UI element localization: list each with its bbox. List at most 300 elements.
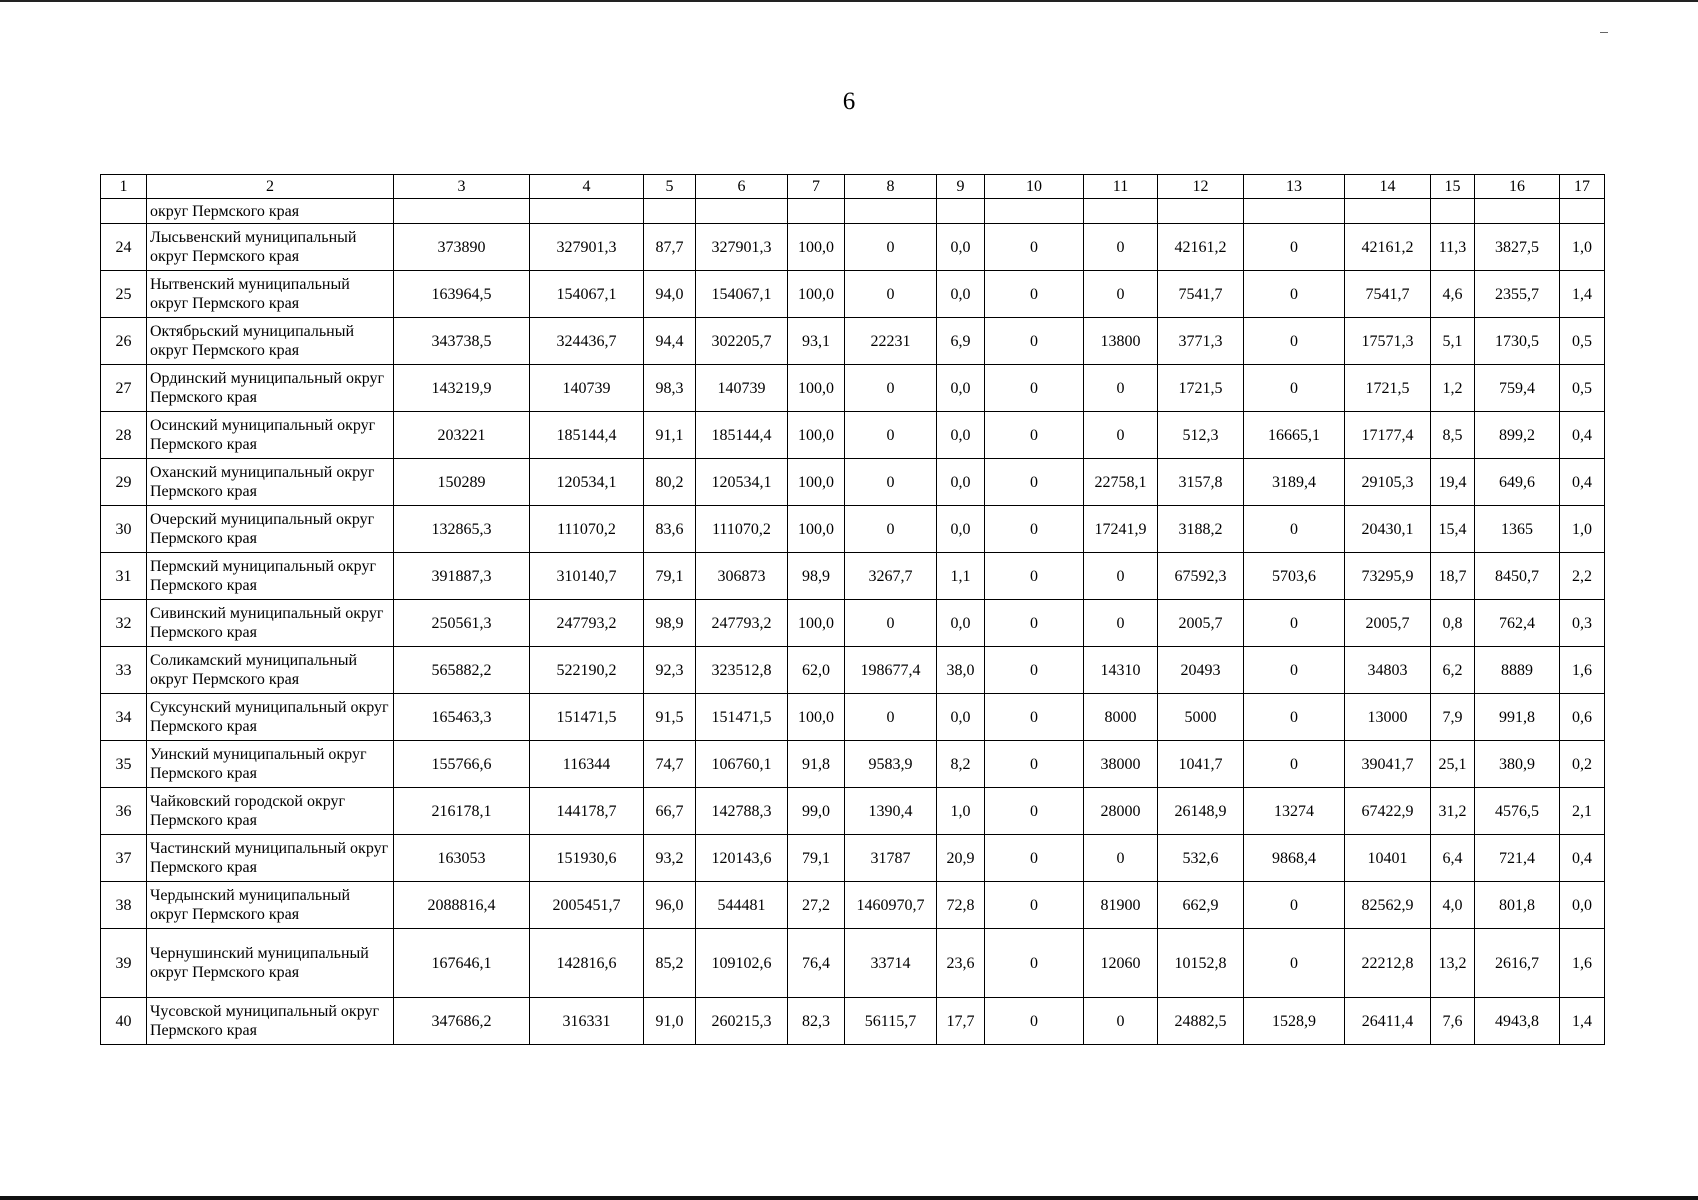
value-cell: 0,5	[1560, 318, 1605, 365]
value-cell: 38000	[1084, 741, 1158, 788]
value-cell: 4576,5	[1475, 788, 1560, 835]
value-cell: 13274	[1244, 788, 1345, 835]
value-cell: 2005,7	[1345, 600, 1431, 647]
value-cell: 310140,7	[530, 553, 644, 600]
value-cell: 42161,2	[1158, 224, 1244, 271]
value-cell: 0,0	[937, 459, 985, 506]
value-cell: 109102,6	[696, 929, 788, 998]
value-cell: 0	[985, 788, 1084, 835]
value-cell: 759,4	[1475, 365, 1560, 412]
table-row	[101, 835, 1605, 882]
value-cell: 0	[1084, 412, 1158, 459]
value-cell: 327901,3	[530, 224, 644, 271]
value-cell: 306873	[696, 553, 788, 600]
value-cell: 2005,7	[1158, 600, 1244, 647]
value-cell: 154067,1	[696, 271, 788, 318]
row-number-cell: 30	[101, 506, 147, 553]
value-cell: 151471,5	[530, 694, 644, 741]
value-cell: 801,8	[1475, 882, 1560, 929]
value-cell: 6,2	[1431, 647, 1475, 694]
table-row	[101, 647, 1605, 694]
value-cell: 0	[1244, 694, 1345, 741]
value-cell: 17177,4	[1345, 412, 1431, 459]
value-cell: 0	[1084, 271, 1158, 318]
value-cell: 98,3	[644, 365, 696, 412]
value-cell: 99,0	[788, 788, 845, 835]
value-cell: 9868,4	[1244, 835, 1345, 882]
value-cell: 111070,2	[530, 506, 644, 553]
value-cell: 1,4	[1560, 271, 1605, 318]
value-cell: 1721,5	[1158, 365, 1244, 412]
value-cell: 91,0	[644, 998, 696, 1045]
table-cell	[644, 199, 696, 224]
value-cell: 17,7	[937, 998, 985, 1045]
value-cell: 3771,3	[1158, 318, 1244, 365]
value-cell: 324436,7	[530, 318, 644, 365]
value-cell: 1,2	[1431, 365, 1475, 412]
table-cell	[530, 199, 644, 224]
municipality-name-cell: Соликамский муниципальный округ Пермского края	[147, 647, 394, 694]
value-cell: 24882,5	[1158, 998, 1244, 1045]
value-cell: 5,1	[1431, 318, 1475, 365]
value-cell: 0	[1084, 553, 1158, 600]
column-header: 17	[1560, 175, 1605, 199]
value-cell: 7,9	[1431, 694, 1475, 741]
row-number-cell: 33	[101, 647, 147, 694]
value-cell: 0	[845, 600, 937, 647]
value-cell: 6,9	[937, 318, 985, 365]
municipality-name-cell: Осинский муниципальный округ Пермского края	[147, 412, 394, 459]
value-cell: 0	[985, 694, 1084, 741]
value-cell: 4,0	[1431, 882, 1475, 929]
value-cell: 0	[845, 459, 937, 506]
value-cell: 649,6	[1475, 459, 1560, 506]
value-cell: 185144,4	[696, 412, 788, 459]
value-cell: 67422,9	[1345, 788, 1431, 835]
value-cell: 0	[845, 412, 937, 459]
value-cell: 8,5	[1431, 412, 1475, 459]
value-cell: 100,0	[788, 224, 845, 271]
value-cell: 9583,9	[845, 741, 937, 788]
value-cell: 3267,7	[845, 553, 937, 600]
value-cell: 100,0	[788, 412, 845, 459]
column-header: 5	[644, 175, 696, 199]
value-cell: 100,0	[788, 365, 845, 412]
value-cell: 100,0	[788, 459, 845, 506]
value-cell: 260215,3	[696, 998, 788, 1045]
value-cell: 2355,7	[1475, 271, 1560, 318]
value-cell: 96,0	[644, 882, 696, 929]
value-cell: 0	[1244, 271, 1345, 318]
value-cell: 1365	[1475, 506, 1560, 553]
value-cell: 144178,7	[530, 788, 644, 835]
value-cell: 0,0	[1560, 882, 1605, 929]
value-cell: 85,2	[644, 929, 696, 998]
value-cell: 0	[985, 553, 1084, 600]
value-cell: 38,0	[937, 647, 985, 694]
value-cell: 1528,9	[1244, 998, 1345, 1045]
table-row	[101, 224, 1605, 271]
municipality-name-cell: Сивинский муниципальный округ Пермского края	[147, 600, 394, 647]
table-row	[101, 271, 1605, 318]
value-cell: 316331	[530, 998, 644, 1045]
value-cell: 5703,6	[1244, 553, 1345, 600]
value-cell: 33714	[845, 929, 937, 998]
value-cell: 0	[1244, 224, 1345, 271]
scan-mark	[1600, 32, 1608, 33]
value-cell: 0,0	[937, 271, 985, 318]
value-cell: 116344	[530, 741, 644, 788]
value-cell: 34803	[1345, 647, 1431, 694]
column-header: 7	[788, 175, 845, 199]
value-cell: 167646,1	[394, 929, 530, 998]
row-number-cell: 31	[101, 553, 147, 600]
value-cell: 80,2	[644, 459, 696, 506]
column-header: 16	[1475, 175, 1560, 199]
value-cell: 140739	[530, 365, 644, 412]
table-row	[101, 506, 1605, 553]
value-cell: 56115,7	[845, 998, 937, 1045]
value-cell: 203221	[394, 412, 530, 459]
value-cell: 991,8	[1475, 694, 1560, 741]
table-cell	[696, 199, 788, 224]
table-row	[101, 365, 1605, 412]
value-cell: 1730,5	[1475, 318, 1560, 365]
row-number-cell: 28	[101, 412, 147, 459]
table-cell	[1345, 199, 1431, 224]
value-cell: 0,0	[937, 224, 985, 271]
municipality-name-cell: Лысьвенский муниципальный округ Пермского края	[147, 224, 394, 271]
column-header: 2	[147, 175, 394, 199]
value-cell: 1390,4	[845, 788, 937, 835]
column-header: 4	[530, 175, 644, 199]
column-header: 8	[845, 175, 937, 199]
value-cell: 87,7	[644, 224, 696, 271]
value-cell: 0	[1244, 318, 1345, 365]
row-number-cell: 40	[101, 998, 147, 1045]
value-cell: 0	[845, 271, 937, 318]
value-cell: 327901,3	[696, 224, 788, 271]
row-number-cell: 24	[101, 224, 147, 271]
value-cell: 83,6	[644, 506, 696, 553]
value-cell: 0,0	[937, 365, 985, 412]
value-cell: 1041,7	[1158, 741, 1244, 788]
value-cell: 1,1	[937, 553, 985, 600]
value-cell: 380,9	[1475, 741, 1560, 788]
value-cell: 0	[1244, 600, 1345, 647]
value-cell: 11,3	[1431, 224, 1475, 271]
value-cell: 0	[985, 882, 1084, 929]
table-cell	[1084, 199, 1158, 224]
value-cell: 10401	[1345, 835, 1431, 882]
value-cell: 0,3	[1560, 600, 1605, 647]
value-cell: 25,1	[1431, 741, 1475, 788]
value-cell: 92,3	[644, 647, 696, 694]
value-cell: 29105,3	[1345, 459, 1431, 506]
value-cell: 7,6	[1431, 998, 1475, 1045]
value-cell: 247793,2	[696, 600, 788, 647]
value-cell: 140739	[696, 365, 788, 412]
value-cell: 0	[845, 694, 937, 741]
value-cell: 0	[985, 835, 1084, 882]
value-cell: 391887,3	[394, 553, 530, 600]
value-cell: 0,4	[1560, 835, 1605, 882]
value-cell: 120143,6	[696, 835, 788, 882]
column-header: 6	[696, 175, 788, 199]
value-cell: 762,4	[1475, 600, 1560, 647]
value-cell: 2088816,4	[394, 882, 530, 929]
value-cell: 323512,8	[696, 647, 788, 694]
row-number-cell: 26	[101, 318, 147, 365]
value-cell: 74,7	[644, 741, 696, 788]
row-number-cell: 27	[101, 365, 147, 412]
value-cell: 22212,8	[1345, 929, 1431, 998]
value-cell: 1,0	[1560, 224, 1605, 271]
value-cell: 0	[1244, 929, 1345, 998]
value-cell: 91,8	[788, 741, 845, 788]
municipality-name-cell: Частинский муниципальный округ Пермского края	[147, 835, 394, 882]
value-cell: 17571,3	[1345, 318, 1431, 365]
value-cell: 14310	[1084, 647, 1158, 694]
value-cell: 163053	[394, 835, 530, 882]
value-cell: 2,2	[1560, 553, 1605, 600]
municipality-name-cell: округ Пермского края	[147, 199, 394, 224]
value-cell: 662,9	[1158, 882, 1244, 929]
value-cell: 5000	[1158, 694, 1244, 741]
value-cell: 42161,2	[1345, 224, 1431, 271]
value-cell: 1721,5	[1345, 365, 1431, 412]
value-cell: 0	[985, 412, 1084, 459]
row-number-cell: 39	[101, 929, 147, 998]
scan-top-edge	[0, 0, 1698, 2]
table-row	[101, 929, 1605, 998]
value-cell: 62,0	[788, 647, 845, 694]
column-number-row	[101, 175, 1605, 199]
table-row	[101, 553, 1605, 600]
value-cell: 100,0	[788, 600, 845, 647]
value-cell: 250561,3	[394, 600, 530, 647]
value-cell: 0,6	[1560, 694, 1605, 741]
value-cell: 0	[985, 647, 1084, 694]
value-cell: 66,7	[644, 788, 696, 835]
value-cell: 0	[985, 741, 1084, 788]
value-cell: 100,0	[788, 694, 845, 741]
value-cell: 347686,2	[394, 998, 530, 1045]
value-cell: 247793,2	[530, 600, 644, 647]
value-cell: 106760,1	[696, 741, 788, 788]
value-cell: 7541,7	[1158, 271, 1244, 318]
value-cell: 17241,9	[1084, 506, 1158, 553]
value-cell: 0	[985, 365, 1084, 412]
value-cell: 142816,6	[530, 929, 644, 998]
continuation-row	[101, 199, 1605, 224]
value-cell: 0	[1084, 600, 1158, 647]
municipality-name-cell: Чердынский муниципальный округ Пермского края	[147, 882, 394, 929]
table-cell	[845, 199, 937, 224]
value-cell: 13800	[1084, 318, 1158, 365]
row-number-cell: 25	[101, 271, 147, 318]
column-header: 11	[1084, 175, 1158, 199]
value-cell: 76,4	[788, 929, 845, 998]
value-cell: 3188,2	[1158, 506, 1244, 553]
value-cell: 91,5	[644, 694, 696, 741]
row-number-cell: 32	[101, 600, 147, 647]
column-header: 1	[101, 175, 147, 199]
value-cell: 22758,1	[1084, 459, 1158, 506]
value-cell: 1,0	[1560, 506, 1605, 553]
value-cell: 0	[845, 506, 937, 553]
value-cell: 532,6	[1158, 835, 1244, 882]
value-cell: 82,3	[788, 998, 845, 1045]
value-cell: 0	[985, 459, 1084, 506]
municipality-name-cell: Чусовской муниципальный округ Пермского края	[147, 998, 394, 1045]
value-cell: 15,4	[1431, 506, 1475, 553]
table-cell	[1244, 199, 1345, 224]
column-header: 9	[937, 175, 985, 199]
value-cell: 94,4	[644, 318, 696, 365]
value-cell: 10152,8	[1158, 929, 1244, 998]
value-cell: 0	[845, 224, 937, 271]
value-cell: 165463,3	[394, 694, 530, 741]
value-cell: 12060	[1084, 929, 1158, 998]
value-cell: 0	[985, 998, 1084, 1045]
value-cell: 23,6	[937, 929, 985, 998]
table-cell	[1431, 199, 1475, 224]
value-cell: 93,1	[788, 318, 845, 365]
value-cell: 20,9	[937, 835, 985, 882]
value-cell: 22231	[845, 318, 937, 365]
value-cell: 2,1	[1560, 788, 1605, 835]
column-header: 15	[1431, 175, 1475, 199]
value-cell: 16665,1	[1244, 412, 1345, 459]
value-cell: 0	[1244, 741, 1345, 788]
municipality-name-cell: Нытвенский муниципальный округ Пермского края	[147, 271, 394, 318]
value-cell: 0	[985, 600, 1084, 647]
value-cell: 8450,7	[1475, 553, 1560, 600]
value-cell: 132865,3	[394, 506, 530, 553]
row-number-cell: 37	[101, 835, 147, 882]
column-header: 12	[1158, 175, 1244, 199]
municipality-name-cell: Оханский муниципальный округ Пермского края	[147, 459, 394, 506]
value-cell: 185144,4	[530, 412, 644, 459]
value-cell: 79,1	[788, 835, 845, 882]
value-cell: 565882,2	[394, 647, 530, 694]
value-cell: 13,2	[1431, 929, 1475, 998]
row-number-cell: 34	[101, 694, 147, 741]
value-cell: 73295,9	[1345, 553, 1431, 600]
row-number-cell: 29	[101, 459, 147, 506]
value-cell: 142788,3	[696, 788, 788, 835]
table-row	[101, 694, 1605, 741]
value-cell: 151930,6	[530, 835, 644, 882]
value-cell: 0,8	[1431, 600, 1475, 647]
value-cell: 8889	[1475, 647, 1560, 694]
value-cell: 100,0	[788, 271, 845, 318]
value-cell: 3827,5	[1475, 224, 1560, 271]
municipality-name-cell: Чайковский городской округ Пермского края	[147, 788, 394, 835]
table-row	[101, 741, 1605, 788]
value-cell: 28000	[1084, 788, 1158, 835]
value-cell: 26411,4	[1345, 998, 1431, 1045]
municipality-name-cell: Пермский муниципальный округ Пермского края	[147, 553, 394, 600]
municipality-name-cell: Чернушинский муниципальный округ Пермского края	[147, 929, 394, 998]
value-cell: 72,8	[937, 882, 985, 929]
value-cell: 2005451,7	[530, 882, 644, 929]
table-cell	[1475, 199, 1560, 224]
value-cell: 0	[1244, 365, 1345, 412]
table-cell	[985, 199, 1084, 224]
value-cell: 198677,4	[845, 647, 937, 694]
value-cell: 39041,7	[1345, 741, 1431, 788]
value-cell: 0	[1084, 224, 1158, 271]
table-cell	[101, 199, 147, 224]
municipality-name-cell: Уинский муниципальный округ Пермского края	[147, 741, 394, 788]
table-row	[101, 788, 1605, 835]
value-cell: 20430,1	[1345, 506, 1431, 553]
table-cell	[1158, 199, 1244, 224]
value-cell: 0	[1084, 365, 1158, 412]
column-header: 14	[1345, 175, 1431, 199]
value-cell: 151471,5	[696, 694, 788, 741]
value-cell: 0	[985, 506, 1084, 553]
municipality-name-cell: Ординский муниципальный округ Пермского края	[147, 365, 394, 412]
value-cell: 0	[845, 365, 937, 412]
value-cell: 0	[1244, 882, 1345, 929]
table-cell	[937, 199, 985, 224]
value-cell: 0	[985, 929, 1084, 998]
table-row	[101, 998, 1605, 1045]
table-cell	[1560, 199, 1605, 224]
value-cell: 3157,8	[1158, 459, 1244, 506]
table-row	[101, 412, 1605, 459]
value-cell: 0	[985, 224, 1084, 271]
value-cell: 19,4	[1431, 459, 1475, 506]
value-cell: 0,0	[937, 506, 985, 553]
value-cell: 31787	[845, 835, 937, 882]
value-cell: 302205,7	[696, 318, 788, 365]
value-cell: 13000	[1345, 694, 1431, 741]
table-cell	[788, 199, 845, 224]
value-cell: 98,9	[644, 600, 696, 647]
value-cell: 522190,2	[530, 647, 644, 694]
value-cell: 111070,2	[696, 506, 788, 553]
value-cell: 20493	[1158, 647, 1244, 694]
value-cell: 0,5	[1560, 365, 1605, 412]
value-cell: 1,4	[1560, 998, 1605, 1045]
table-row	[101, 600, 1605, 647]
value-cell: 67592,3	[1158, 553, 1244, 600]
value-cell: 0	[1084, 835, 1158, 882]
value-cell: 1460970,7	[845, 882, 937, 929]
value-cell: 0	[1244, 506, 1345, 553]
value-cell: 0,0	[937, 600, 985, 647]
column-header: 10	[985, 175, 1084, 199]
value-cell: 216178,1	[394, 788, 530, 835]
value-cell: 3189,4	[1244, 459, 1345, 506]
municipal-data-table	[100, 174, 1605, 1045]
value-cell: 1,6	[1560, 647, 1605, 694]
value-cell: 6,4	[1431, 835, 1475, 882]
table-row	[101, 459, 1605, 506]
value-cell: 0,2	[1560, 741, 1605, 788]
value-cell: 899,2	[1475, 412, 1560, 459]
value-cell: 721,4	[1475, 835, 1560, 882]
value-cell: 4,6	[1431, 271, 1475, 318]
table-row	[101, 882, 1605, 929]
value-cell: 31,2	[1431, 788, 1475, 835]
value-cell: 0	[1244, 647, 1345, 694]
value-cell: 155766,6	[394, 741, 530, 788]
